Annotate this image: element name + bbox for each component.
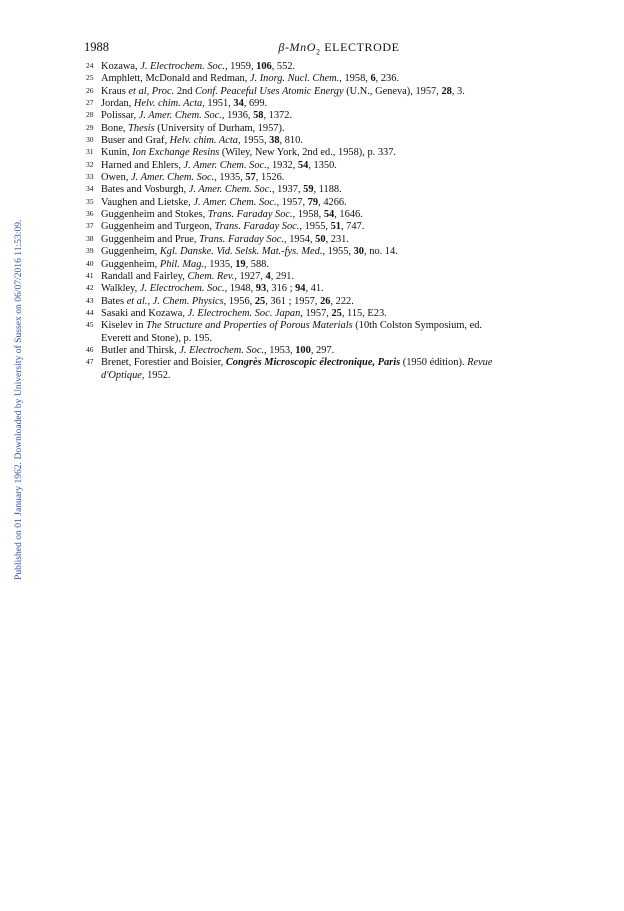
reference-text-segment: (1950 édition). [400,357,468,369]
reference-text-segment: (Wiley, New York, 2nd ed., 1958), p. 337. [219,147,397,159]
reference-text-segment: 25 [331,307,342,319]
reference-continuation [101,333,541,345]
reference-text-segment: , 1953, [264,344,296,356]
reference-text-segment: , 222. [330,295,354,307]
reference-text-segment: Kgl. Danske. Vid. Selsk. Mat.-fys. Med. [159,246,323,258]
reference-entry [86,246,541,258]
reference-text-segment: Butler and Thirsk, [101,344,180,356]
reference-text-segment: , 1955, [237,135,270,147]
reference-text-segment: 26 [320,295,331,307]
reference-text-segment: Trans. Faraday Soc. [207,209,293,221]
reference-text-segment: 6 [370,73,376,85]
reference-entry [86,86,541,98]
reference-entry [86,259,541,271]
reference-text-segment: Guggenheim and Turgeon, [101,221,215,233]
reference-text-segment: (University of Durham, 1957). [154,122,285,134]
reference-text-segment: 51 [330,221,341,233]
reference-text-segment: Bone, [101,122,129,134]
reference-number: 44 [86,307,94,317]
reference-number: 35 [86,196,94,206]
reference-text-segment: Jordan, [101,98,134,110]
reference-entry [86,172,541,184]
reference-text-segment: , 1948, [224,283,256,295]
reference-text-segment: 93 [255,283,267,295]
reference-text-segment: J. Electrochem. Soc. [179,344,265,356]
reference-text-segment: , 1959, [224,61,257,72]
reference-text-segment: 106 [256,61,272,72]
reference-text-segment: , 297. [310,344,335,356]
reference-text-segment: Congrès Microscopic électronique, Paris [225,357,401,369]
reference-text-segment: J. Amer. Chem. Soc. [193,196,277,208]
reference-text-segment: , 1954, [284,233,316,245]
reference-text-segment: Vaughen and Lietske, [101,196,194,208]
download-notice [3,160,24,580]
reference-entry [86,308,541,320]
reference-text-segment: , 1932, [266,159,298,171]
reference-text-segment: 4 [265,270,271,282]
reference-entry [86,320,541,345]
reference-entry [86,98,541,110]
reference-text-segment: 50 [315,233,326,245]
reference-text-segment: Thesis [128,122,155,134]
reference-text-segment: et al., J. Chem. Physics [126,295,224,307]
reference-text-segment: , 231. [325,233,349,245]
reference-number: 38 [86,233,94,243]
reference-text-segment: , 1936, [221,110,254,122]
reference-text-segment: Kiselev in [101,320,147,332]
reference-text-segment: , 3. [451,85,465,97]
reference-text-segment: J. Amer. Chem. Soc. [183,159,267,171]
reference-entry [86,147,541,159]
reference-text-segment: Chem. Rev. [187,270,235,282]
reference-text-segment: 28 [441,85,452,97]
reference-text-segment: et al, Proc. [128,85,175,97]
reference-entry [86,345,541,357]
reference-text-segment: Brenet, Forestier and Boisier, [101,357,226,369]
reference-text-segment: d'Optique [101,369,142,381]
reference-text-segment: , 1937, [271,184,304,196]
reference-text-segment: 38 [269,135,280,147]
reference-text-segment: J. Electrochem. Soc. [140,61,225,72]
reference-text-segment: Trans. Faraday Soc. [199,233,284,245]
reference-number: 36 [86,209,94,219]
reference-number: 32 [86,159,94,169]
reference-number: 41 [86,270,94,280]
reference-text-segment: 100 [295,344,311,356]
reference-text-segment: Helv. chim. Acta [169,135,238,147]
reference-number: 30 [86,135,94,145]
reference-text-segment: , 810. [279,135,303,147]
reference-entry [86,197,541,209]
reference-text-segment: Conf. Peaceful Uses Atomic Energy [195,85,344,97]
reference-number: 39 [86,246,94,256]
reference-number: 25 [86,73,94,83]
reference-entry [86,184,541,196]
reference-number: 37 [86,221,94,231]
reference-text-segment: , 1526. [255,172,285,184]
reference-text-segment: 94 [295,283,306,295]
reference-text-segment: 19 [235,258,246,270]
reference-text-segment: Everett and Stone), p. 195. [101,332,213,344]
reference-entry [86,221,541,233]
reference-text-segment: J. Amer. Chem. Soc. [131,172,215,184]
reference-text-segment: , no. 14. [364,246,398,258]
reference-number: 27 [86,98,94,108]
reference-entry [86,271,541,283]
reference-text-segment: Sasaki and Kozawa, [101,307,188,319]
reference-number: 47 [86,357,94,367]
reference-text-segment: Kozawa, [101,61,141,72]
reference-text-segment: 54 [297,159,309,171]
reference-text-segment: , 1951, [202,98,234,110]
page-number: 1988 [84,40,109,54]
running-title-subscript: 2 [316,47,321,57]
reference-text-segment: , 236. [375,73,400,85]
reference-entry [86,357,541,382]
reference-text-segment: , 361 ; 1957, [265,295,321,307]
reference-number: 43 [86,295,94,305]
reference-text-segment: , 1955, [299,221,331,233]
reference-text-segment: Amphlett, McDonald and Redman, [101,73,250,85]
running-header [84,40,540,56]
reference-text-segment: , 1927, [234,270,266,282]
reference-text-segment: , 1957, [276,196,308,208]
reference-number: 40 [86,258,94,268]
reference-text-segment: J. Inorg. Nucl. Chem. [249,73,340,85]
reference-number: 26 [86,85,94,95]
download-notice-text: Published on 01 January 1962. Downloaded by University of Sussex on 06/07/2016 11:53:09. [13,219,24,580]
reference-number: 31 [86,147,94,157]
reference-text-segment: , 1350. [308,159,337,171]
reference-text-segment: , 1935, [204,258,236,270]
reference-text-segment: , 747. [340,221,365,233]
reference-number: 33 [86,172,94,182]
reference-text-segment: 30 [353,246,364,258]
reference-entry [86,61,541,73]
reference-text-segment: Bates and Vosburgh, [101,184,189,196]
reference-text-segment: Guggenheim, [101,258,160,270]
reference-text-segment: Owen, [101,172,132,184]
reference-text-segment: , 699. [243,98,268,110]
reference-text-segment: , 4266. [318,196,347,208]
reference-text-segment: , 552. [271,61,296,72]
reference-text-segment: Polissar, [101,110,139,122]
running-title [254,40,424,56]
reference-text-segment: 2nd [174,85,195,97]
reference-text-segment: , 1372. [263,110,293,122]
reference-text-segment: Trans. Faraday Soc. [214,221,300,233]
reference-text-segment: Buser and Graf, [101,135,170,147]
reference-entry [86,160,541,172]
reference-text-segment: The Structure and Properties of Porous Materials [146,320,353,332]
reference-text-segment: , 1958, [292,209,324,221]
reference-text-segment: , 1952. [141,369,171,381]
reference-text-segment: Helv. chim. Acta [133,98,203,110]
reference-text-segment: J. Electrochem. Soc. [139,283,225,295]
reference-text-segment: J. Electrochem. Soc. Japan [187,307,301,319]
reference-text-segment: , 1956, [223,295,255,307]
reference-text-segment: 79 [307,196,319,208]
reference-entry [86,296,541,308]
reference-continuation [101,370,541,382]
reference-text-segment: , 1646. [334,209,363,221]
reference-text-segment: Revue [467,357,493,369]
reference-entry [86,123,541,135]
reference-text-segment: , 291. [270,270,295,282]
reference-list [86,61,541,382]
reference-text-segment: J. Amer. Chem. Soc. [138,110,222,122]
reference-text-segment: , 316 ; [266,283,296,295]
reference-text-segment: Guggenheim and Stokes, [101,209,208,221]
reference-text-segment: Kraus [101,85,129,97]
reference-text-segment: Phil. Mag. [159,258,205,270]
reference-text-segment: 54 [323,209,335,221]
running-title-rest: ELECTRODE [320,40,400,54]
reference-entry [86,209,541,221]
reference-number: 42 [86,283,94,293]
reference-number: 28 [86,110,94,120]
reference-text-segment: Ion Exchange Resins [132,147,220,159]
reference-text-segment: 34 [233,98,244,110]
reference-text-segment: (10th Colston Symposium, ed. [352,320,483,332]
reference-text-segment: 57 [245,172,256,184]
reference-entry [86,110,541,122]
reference-text-segment: (U.N., Geneva), 1957, [343,85,442,97]
reference-number: 29 [86,122,94,132]
reference-entry [86,283,541,295]
reference-entry [86,234,541,246]
reference-text-segment: , 588. [245,258,269,270]
reference-text-segment: Guggenheim and Prue, [101,233,200,245]
reference-text-segment: 25 [254,295,266,307]
reference-text-segment: , 115, E23. [341,307,387,319]
reference-number: 34 [86,184,94,194]
reference-text-segment: , 41. [305,283,324,295]
reference-text-segment: , 1935, [214,172,246,184]
reference-entry [86,73,541,85]
reference-number: 24 [86,61,94,70]
reference-entry [86,135,541,147]
reference-text-segment: Kunin, [101,147,133,159]
reference-text-segment: Guggenheim, [101,246,160,258]
reference-number: 46 [86,344,94,354]
reference-text-segment: 58 [253,110,264,122]
reference-text-segment: J. Amer. Chem. Soc. [188,184,272,196]
reference-text-segment: Walkley, [101,283,140,295]
reference-text-segment: , 1188. [313,184,342,196]
reference-text-segment: Bates [101,295,127,307]
reference-text-segment: Randall and Fairley, [101,270,188,282]
reference-text-segment: , 1957, [300,307,332,319]
reference-text-segment: , 1955, [322,246,354,258]
reference-text-segment: 59 [303,184,314,196]
running-title-compound: β-MnO [278,40,317,54]
reference-text-segment: Harned and Ehlers, [101,159,184,171]
reference-number: 45 [86,320,94,330]
reference-text-segment: , 1958, [339,73,371,85]
